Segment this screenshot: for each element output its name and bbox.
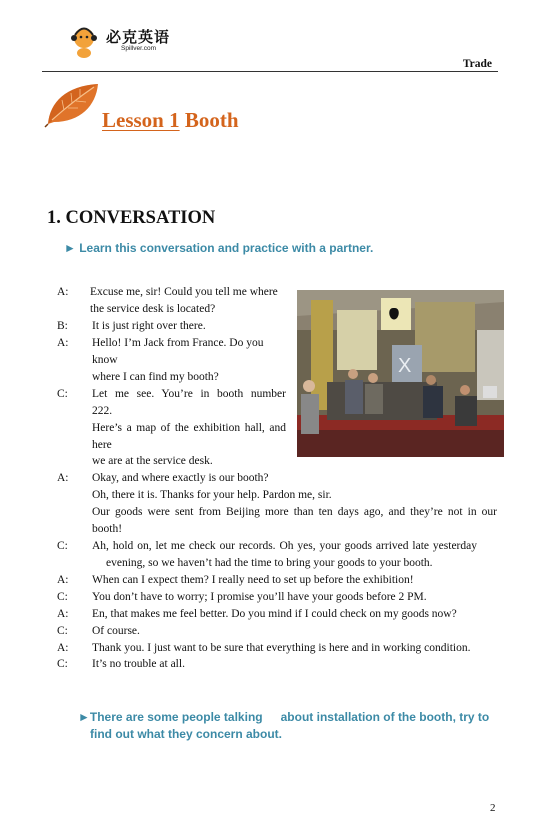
dialogue-line: booth! (92, 523, 123, 535)
speaker-label: C: (57, 591, 68, 603)
speaker-label: C: (57, 658, 68, 670)
page-number: 2 (490, 802, 496, 814)
logo-text: 必克英语 (106, 28, 171, 46)
closing-instruction-part3: find out what they concern about. (90, 727, 282, 741)
leaf-icon (44, 80, 104, 128)
dialogue-line: En, that makes me feel better. Do you mind if I could check on my goods now? (92, 608, 457, 620)
speaker-label: A: (57, 608, 69, 620)
photo-sign-x: X (398, 355, 412, 377)
dialogue-line: Oh, there it is. Thanks for your help. Pardon me, sir. (92, 489, 332, 501)
section-title: 1. CONVERSATION (47, 208, 216, 228)
closing-instruction-part2: about installation of the booth, try to (280, 710, 490, 724)
booth-photo (297, 290, 504, 457)
dialogue-line: here (92, 439, 112, 451)
logo-subtext: Spillver.com (121, 45, 157, 52)
dialogue-line: evening, so we haven’t had the time to bring your goods to your booth. (106, 557, 433, 569)
dialogue-line: You don’t have to worry; I promise you’ll have your goods before 2 PM. (92, 591, 427, 603)
dialogue-line: Okay, and where exactly is our booth? (92, 472, 269, 484)
dialogue-line: Our goods were sent from Beijing more than ten days ago, and they’re not in our (92, 506, 497, 518)
dialogue-line: the service desk is located? (90, 303, 216, 315)
dialogue-line: know (92, 354, 118, 366)
dialogue-line: When can I expect them? I really need to set up before the exhibition! (92, 574, 414, 586)
speaker-label: C: (57, 540, 68, 552)
lesson-number: Lesson 1 (102, 108, 180, 132)
dialogue-line: Thank you. I just want to be sure that everything is here and in working condition. (92, 642, 471, 654)
speaker-label: B: (57, 320, 68, 332)
speaker-label: A: (57, 574, 69, 586)
header-category: Trade (462, 58, 492, 70)
dialogue-line: 222. (92, 405, 113, 417)
speaker-label: A: (57, 642, 69, 654)
speaker-label: A: (57, 286, 69, 298)
closing-instruction (78, 709, 510, 743)
dialogue-line: we are at the service desk. (92, 455, 213, 467)
dialogue-line: Here’s a map of the exhibition hall, and (92, 422, 286, 434)
dialogue-line: where I can find my booth? (92, 371, 219, 383)
speaker-label: C: (57, 388, 68, 400)
instruction: ► Learn this conversation and practice with a partner. (64, 241, 374, 255)
dialogue-line: It’s no trouble at all. (92, 658, 185, 670)
header-divider (42, 71, 498, 72)
dialogue-line: Excuse me, sir! Could you tell me where (90, 286, 278, 298)
lesson-title (102, 108, 239, 133)
dialogue-line: Hello! I’m Jack from France. Do you (92, 337, 264, 349)
speaker-label: C: (57, 625, 68, 637)
speaker-label: A: (57, 337, 69, 349)
speaker-label: A: (57, 472, 69, 484)
dialogue-line: It is just right over there. (92, 320, 206, 332)
closing-instruction-part1: ►There are some people talking (78, 710, 263, 724)
dialogue-line: Let me see. You’re in booth number (92, 388, 286, 400)
dialogue-line: Ah, hold on, let me check our records. Oh yes, your goods arrived late yesterday (92, 540, 477, 552)
dialogue-line: Of course. (92, 625, 140, 637)
lesson-name: Booth (184, 108, 239, 132)
